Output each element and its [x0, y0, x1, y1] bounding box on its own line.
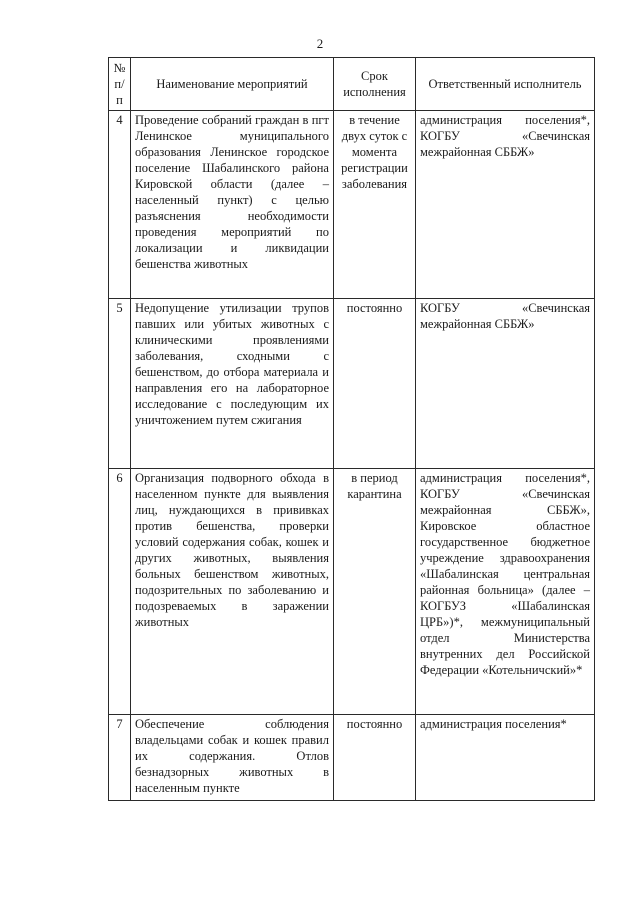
row-responsible: администрация поселения*, КОГБУ «Свечинская межрайонная СББЖ», Кировское областное государственное бюджетное учреждение здравоохранения «Шабалинская центральная районная больница» (далее – КОГБУЗ «Шабалинская ЦРБ»)*, межмуниципальный отдел Министерства внутренних дел Российской Федерации «Котельничский»* — [416, 469, 595, 715]
row-num: 6 — [109, 469, 131, 715]
table-row — [109, 111, 595, 299]
row-term: в течение двух суток с момента регистрации заболевания — [334, 111, 416, 299]
row-term: постоянно — [334, 715, 416, 801]
row-responsible: администрация поселения*, КОГБУ «Свечинская межрайонная СББЖ» — [416, 111, 595, 299]
table-row — [109, 469, 595, 715]
row-responsible: КОГБУ «Свечинская межрайонная СББЖ» — [416, 299, 595, 469]
measures-table — [108, 57, 595, 801]
row-name: Проведение собраний граждан в пгт Ленинское муниципального образования Ленинское городское поселение Шабалинского района Кировской области (далее – населенный пункт) с целью разъяснения необходимости проведения мероприятий по локализации и ликвидации бешенства животных — [131, 111, 334, 299]
header-responsible: Ответственный исполнитель — [416, 58, 595, 111]
row-name: Организация подворного обхода в населенном пункте для выявления лиц, нуждающихся в прививках против бешенства, проверки условий содержания собак, кошек и других животных, выявления больных бешенством животных, подозрительных по заболеванию и подозреваемых в заражении животных — [131, 469, 334, 715]
row-name: Недопущение утилизации трупов павших или убитых животных с клиническими проявлениями заболевания, сходными с бешенством, до отбора материала и направления его на лабораторное исследование с последующим их уничтожением путем сжигания — [131, 299, 334, 469]
row-responsible: администрация поселения* — [416, 715, 595, 801]
row-num: 4 — [109, 111, 131, 299]
header-term: Срок исполнения — [334, 58, 416, 111]
page-number: 2 — [316, 36, 324, 51]
table-row — [109, 715, 595, 801]
table-row — [109, 299, 595, 469]
header-name: Наименование мероприятий — [131, 58, 334, 111]
header-num: № п/п — [109, 58, 131, 111]
row-name: Обеспечение соблюдения владельцами собак и кошек правил их содержания. Отлов безнадзорных животных в населенным пункте — [131, 715, 334, 801]
row-num: 7 — [109, 715, 131, 801]
table-header-row — [109, 58, 595, 111]
row-num: 5 — [109, 299, 131, 469]
row-term: постоянно — [334, 299, 416, 469]
row-term: в период карантина — [334, 469, 416, 715]
